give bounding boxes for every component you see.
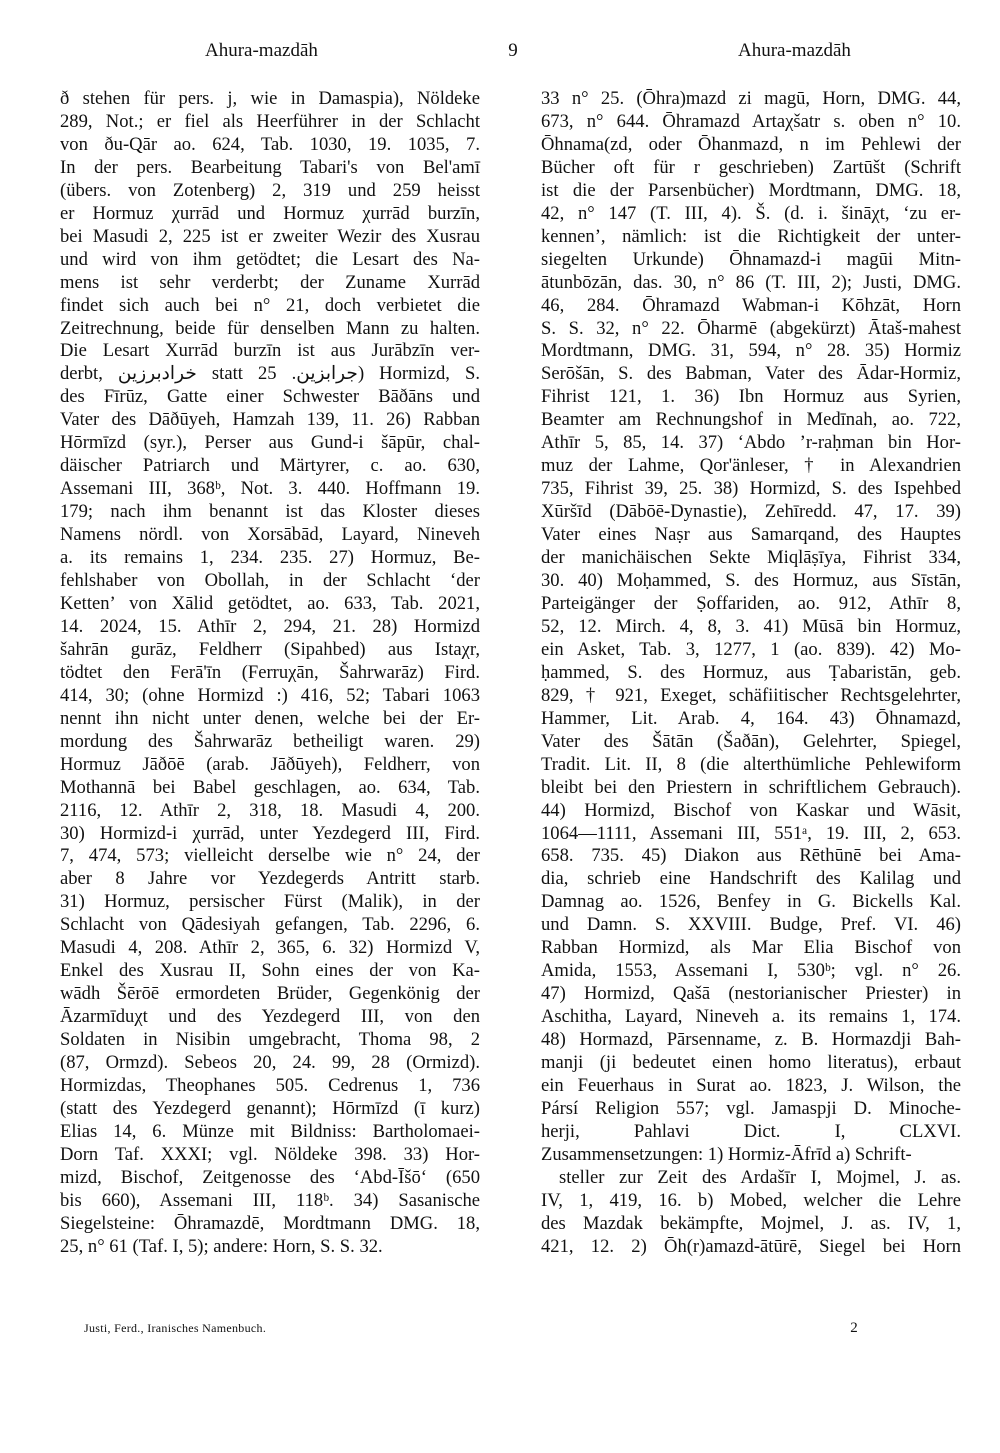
text-line: Serōšān, S. des Babman, Vater des Ādar-Hormiz, <box>541 363 961 385</box>
text-line: Mordtmann, DMG. 31, 594, n° 28. 35) Hormiz <box>541 340 961 362</box>
text-line: 46, 284. Ōhramazd Wabman-i Kōhzāt, Horn <box>541 294 961 316</box>
text-line: a. its remains 1, 234. 235. 27) Hormuz, Be- <box>60 547 480 569</box>
text-line: (übers. von Zotenberg) 2, 319 und 259 heisst <box>60 179 480 201</box>
text-line: Zeitrechnung, beide für denselben Mann zu halten. <box>60 317 480 339</box>
text-line: In der pers. Bearbeitung Tabari's von Bel'amī <box>60 156 480 178</box>
text-line: ein Feuerhaus in Surat ao. 1823, J. Wilson, the <box>541 1074 961 1096</box>
text-line: Masudi 4, 208. Athīr 2, 365, 6. 32) Hormizd V, <box>60 937 480 959</box>
text-line: 48) Hormazd, Pārsenname, z. B. Hormazdji Bah- <box>541 1029 961 1051</box>
text-line: herji, Pahlavi Dict. I, CLXVI. <box>541 1120 961 1142</box>
text-line: 2116, 12. Athīr 2, 318, 18. Masudi 4, 200. <box>60 799 480 821</box>
text-line: mens ist sehr verderbt; der Zuname Xurrād <box>60 271 480 293</box>
text-line: 31) Hormuz, persischer Fürst (Malik), in der <box>60 891 480 913</box>
text-line: (87, Ormzd). Sebeos 20, 24. 99, 28 (Ormizd). <box>60 1052 480 1074</box>
text-line: 829, † 921, Exeget, schäfiitischer Rechtsgelehrter, <box>541 684 961 706</box>
text-line: wādh Šērōē ermordeten Brüder, Gegenkönig der <box>60 983 480 1005</box>
text-line: Āzarmīduχt und des Yezdegerd III, von den <box>60 1006 480 1028</box>
text-line: 30) Hormizd-i χurrād, unter Yezdegerd III, Fird. <box>60 822 480 844</box>
text-line: 25, n° 61 (Taf. I, 5); andere: Horn, S. S. 32. <box>60 1235 383 1257</box>
text-line: bis 660), Assemani III, 118ᵇ. 34) Sasanische <box>60 1189 480 1211</box>
text-line: Elias 14, 6. Münze mit Bildniss: Bartholomaei- <box>60 1120 480 1142</box>
text-line: Ketten’ von Xālid getödtet, ao. 633, Tab. 2021, <box>60 592 480 614</box>
text-line: und wird von ihm getödtet; die Lesart des Na- <box>60 248 480 270</box>
text-line: Vater eines Naṣr aus Samarqand, des Hauptes <box>541 524 961 546</box>
text-line: fehlshaber von Obollah, in der Schlacht ‘der <box>60 570 480 592</box>
text-line: 42, n° 147 (T. III, 4). Š. (d. i. šināχt, ‘zu er- <box>541 202 961 224</box>
text-line: S. S. 32, n° 22. Ōharmē (abgekürzt) Ātaš-mahest <box>541 317 961 339</box>
text-line: 47) Hormizd, Qašā (nestorianischer Priester) in <box>541 983 961 1005</box>
text-line: Tradit. Lit. II, 8 (die alterthümliche Pehlewiform <box>541 753 961 775</box>
text-line: Assemani III, 368ᵇ, Not. 3. 440. Hoffmann 19. <box>60 478 480 500</box>
text-line: des Mazdak bekämpfte, Mojmel, J. as. IV, 1, <box>541 1212 961 1234</box>
text-line: Schlacht von Qādesiyah gefangen, Tab. 2296, 6. <box>60 914 480 936</box>
text-line: ḥammed, S. des Hormuz, aus Ṭabaristān, geb. <box>541 661 961 683</box>
text-line: nennt ihn nicht unter denen, welche bei der Er- <box>60 707 480 729</box>
text-line: Siegelsteine: Ōhramazdē, Mordtmann DMG. 18, <box>60 1212 480 1234</box>
text-line: Parteigänger der Ṣoffariden, ao. 912, Athīr 8, <box>541 592 961 614</box>
text-line: mordung des Šahrwarāz betheiligt waren. 29) <box>60 730 480 752</box>
text-line: siegelten Urkunde) Ōhnamazd-i magūi Mitn- <box>541 248 961 270</box>
text-line: 658. 735. 45) Diakon aus Rēthūnē bei Ama- <box>541 845 961 867</box>
text-line: ein Asket, Tab. 3, 1277, 1 (ao. 839). 42) Mo- <box>541 638 961 660</box>
text-line: šahrān gurāz, Feldherr (Sipahbed) aus Istaχr, <box>60 638 480 660</box>
text-line: Vater des Dāðūyeh, Hamzah 139, 11. 26) Rabban <box>60 409 480 431</box>
text-line: 673, n° 644. Ōhramazd Artaχšatr s. oben n° 10. <box>541 110 961 132</box>
text-line: tödtet den Ferā'īn (Ferruχān, Šahrwarāz) Fird. <box>60 661 480 683</box>
text-line: 14. 2024, 15. Athīr 2, 294, 21. 28) Hormizd <box>60 615 480 637</box>
text-line: ātunbōzān, das. 30, n° 86 (T. III, 2); Justi, DMG. <box>541 271 961 293</box>
text-line: ð stehen für pers. j, wie in Damaspia), Nöldeke <box>60 88 480 109</box>
text-line: Namens nördl. von Xorsābād, Layard, Nineveh <box>60 524 480 546</box>
text-line: muz der Lahme, Qor'änleser, † in Alexandrien <box>541 455 961 477</box>
header-left-title: Ahura-mazdāh <box>205 40 318 61</box>
page-number: 9 <box>508 40 518 61</box>
text-line: 7, 474, 573; vielleicht derselbe wie n° 24, der <box>60 845 480 867</box>
text-line: IV, 1, 419, 16. b) Mobed, welcher die Lehre <box>541 1189 961 1211</box>
text-line: 1064—1111, Assemani III, 551ᵃ, 19. III, 2, 653. <box>541 822 961 844</box>
text-line: ist die der Parsenbücher) Mordtmann, DMG. 18, <box>541 179 961 201</box>
text-line: Beamter am Rechnungshof in Medīnah, ao. 722, <box>541 409 961 431</box>
running-header <box>60 40 960 70</box>
text-line: Hammer, Lit. Arab. 4, 164. 43) Ōhnamazd, <box>541 707 961 729</box>
text-line: Xūršīd (Dābōē-Dynastie), Zehīredd. 47, 17. 39) <box>541 501 961 523</box>
text-line: kennen’, nämlich: ist die Richtigkeit der unter- <box>541 225 961 247</box>
text-line: aber 8 Jahre vor Yezdegerds Antritt starb. <box>60 868 480 890</box>
text-line: derbt, خرادبرزين statt جرابزين. 25) Hormizd, S. <box>60 363 480 385</box>
text-line: 179; nach ihm benannt ist das Kloster dieses <box>60 501 480 523</box>
text-line: des Fīrūz, Gatte einer Schwester Bāðāns und <box>60 386 480 408</box>
left-text-column <box>60 88 480 1259</box>
text-line: Zusammensetzungen: 1) Hormiz-Āfrīd a) Schrift- <box>541 1143 912 1165</box>
text-line: Pársí Religion 557; vgl. Jamaspji D. Minoche- <box>541 1097 961 1119</box>
text-line: 33 n° 25. (Ōhra)mazd zi magū, Horn, DMG. 44, <box>541 88 961 109</box>
text-line: Hormuz Jāðōē (arab. Jāðūyeh), Feldherr, von <box>60 753 480 775</box>
text-line: Hormizdas, Theophanes 505. Cedrenus 1, 736 <box>60 1074 480 1096</box>
text-line: Enkel des Xusrau II, Sohn eines der von Ka- <box>60 960 480 982</box>
text-line: 421, 12. 2) Ōh(r)amazd-ātūrē, Siegel bei Horn <box>541 1235 961 1257</box>
text-line: steller zur Zeit des Ardašīr I, Mojmel, J. as. <box>559 1166 961 1188</box>
text-line: 44) Hormizd, Bischof von Kaskar und Wāsit, <box>541 799 961 821</box>
text-line: Vater des Šātān (Šaðān), Gelehrter, Spiegel, <box>541 730 961 752</box>
text-line: däischer Patriarch und Märtyrer, c. ao. 630, <box>60 455 480 477</box>
text-line: er Hormuz χurrād und Hormuz χurrād burzīn, <box>60 202 480 224</box>
text-line: dia, schrieb eine Handschrift des Kalilag und <box>541 868 961 890</box>
text-line: Aschitha, Layard, Nineveh a. its remains 1, 174. <box>541 1006 961 1028</box>
text-line: Ōhnama(zd, oder Ōhanmazd, n im Pehlewi der <box>541 133 961 155</box>
text-line: bei Masudi 2, 225 ist er zweiter Wezir des Xusrau <box>60 225 480 247</box>
text-line: 414, 30; (ohne Hormizd :) 416, 52; Tabari 1063 <box>60 684 480 706</box>
text-line: manji (ji bedeutet einen homo literatus), erbaut <box>541 1052 961 1074</box>
text-line: Die Lesart Xurrād burzīn ist aus Jurābzīn ver- <box>60 340 480 362</box>
text-line: Athīr 5, 85, 14. 37) ‘Abdo ’r-raḥman bin Hor- <box>541 432 961 454</box>
text-line: 30. 40) Moḥammed, S. des Hormuz, aus Sīstān, <box>541 570 961 592</box>
footer-book-signature: Justi, Ferd., Iranisches Namenbuch. <box>84 1321 267 1335</box>
text-line: 52, 12. Mirch. 4, 8, 3. 41) Mūsā bin Hormuz, <box>541 615 961 637</box>
text-line: findet sich auch bei n° 21, doch verbietet die <box>60 294 480 316</box>
header-right-title: Ahura-mazdāh <box>738 40 851 61</box>
text-line: Hōrmīzd (syr.), Perser aus Gund-i šāpūr, chal- <box>60 432 480 454</box>
right-text-column <box>541 88 961 1259</box>
text-line: 735, Fihrist 39, 25. 38) Hormizd, S. des Ispehbed <box>541 478 961 500</box>
text-line: Soldaten in Nisibin umgebracht, Thoma 98, 2 <box>60 1029 480 1051</box>
text-line: Amida, 1553, Assemani I, 530ᵇ; vgl. n° 26. <box>541 960 961 982</box>
text-line: von ðu-Qār ao. 624, Tab. 1030, 19. 1035, 7. <box>60 133 480 155</box>
text-line: bleibt bei den Priestern in schriftlichem Gebrauch). <box>541 776 961 798</box>
text-line: Dorn Taf. XXXI; vgl. Nöldeke 398. 33) Hor- <box>60 1143 480 1165</box>
text-line: Rabban Hormizd, als Mar Elia Bischof von <box>541 937 961 959</box>
text-line: (statt des Yezdegerd genannt); Hōrmīzd (ī kurz) <box>60 1097 480 1119</box>
text-line: 289, Not.; er fiel als Heerführer in der Schlacht <box>60 110 480 132</box>
text-line: der manichäischen Sekte Miqlāṣīya, Fihrist 334, <box>541 547 961 569</box>
text-line: Damnag ao. 1526, Benfey in G. Bickells Kal. <box>541 891 961 913</box>
text-line: mizd, Bischof, Zeitgenosse des ‘Abd-Īšō‘ (650 <box>60 1166 480 1188</box>
footer-sheet-number: 2 <box>850 1320 858 1336</box>
text-line: Bücher oft für r geschrieben) Zartūšt (Schrift <box>541 156 961 178</box>
text-line: und Damn. S. XXVIII. Budge, Pref. VI. 46) <box>541 914 961 936</box>
text-line: Fihrist 121, 1. 36) Ibn Hormuz aus Syrien, <box>541 386 961 408</box>
text-line: Mothannā bei Babel geschlagen, ao. 634, Tab. <box>60 776 480 798</box>
